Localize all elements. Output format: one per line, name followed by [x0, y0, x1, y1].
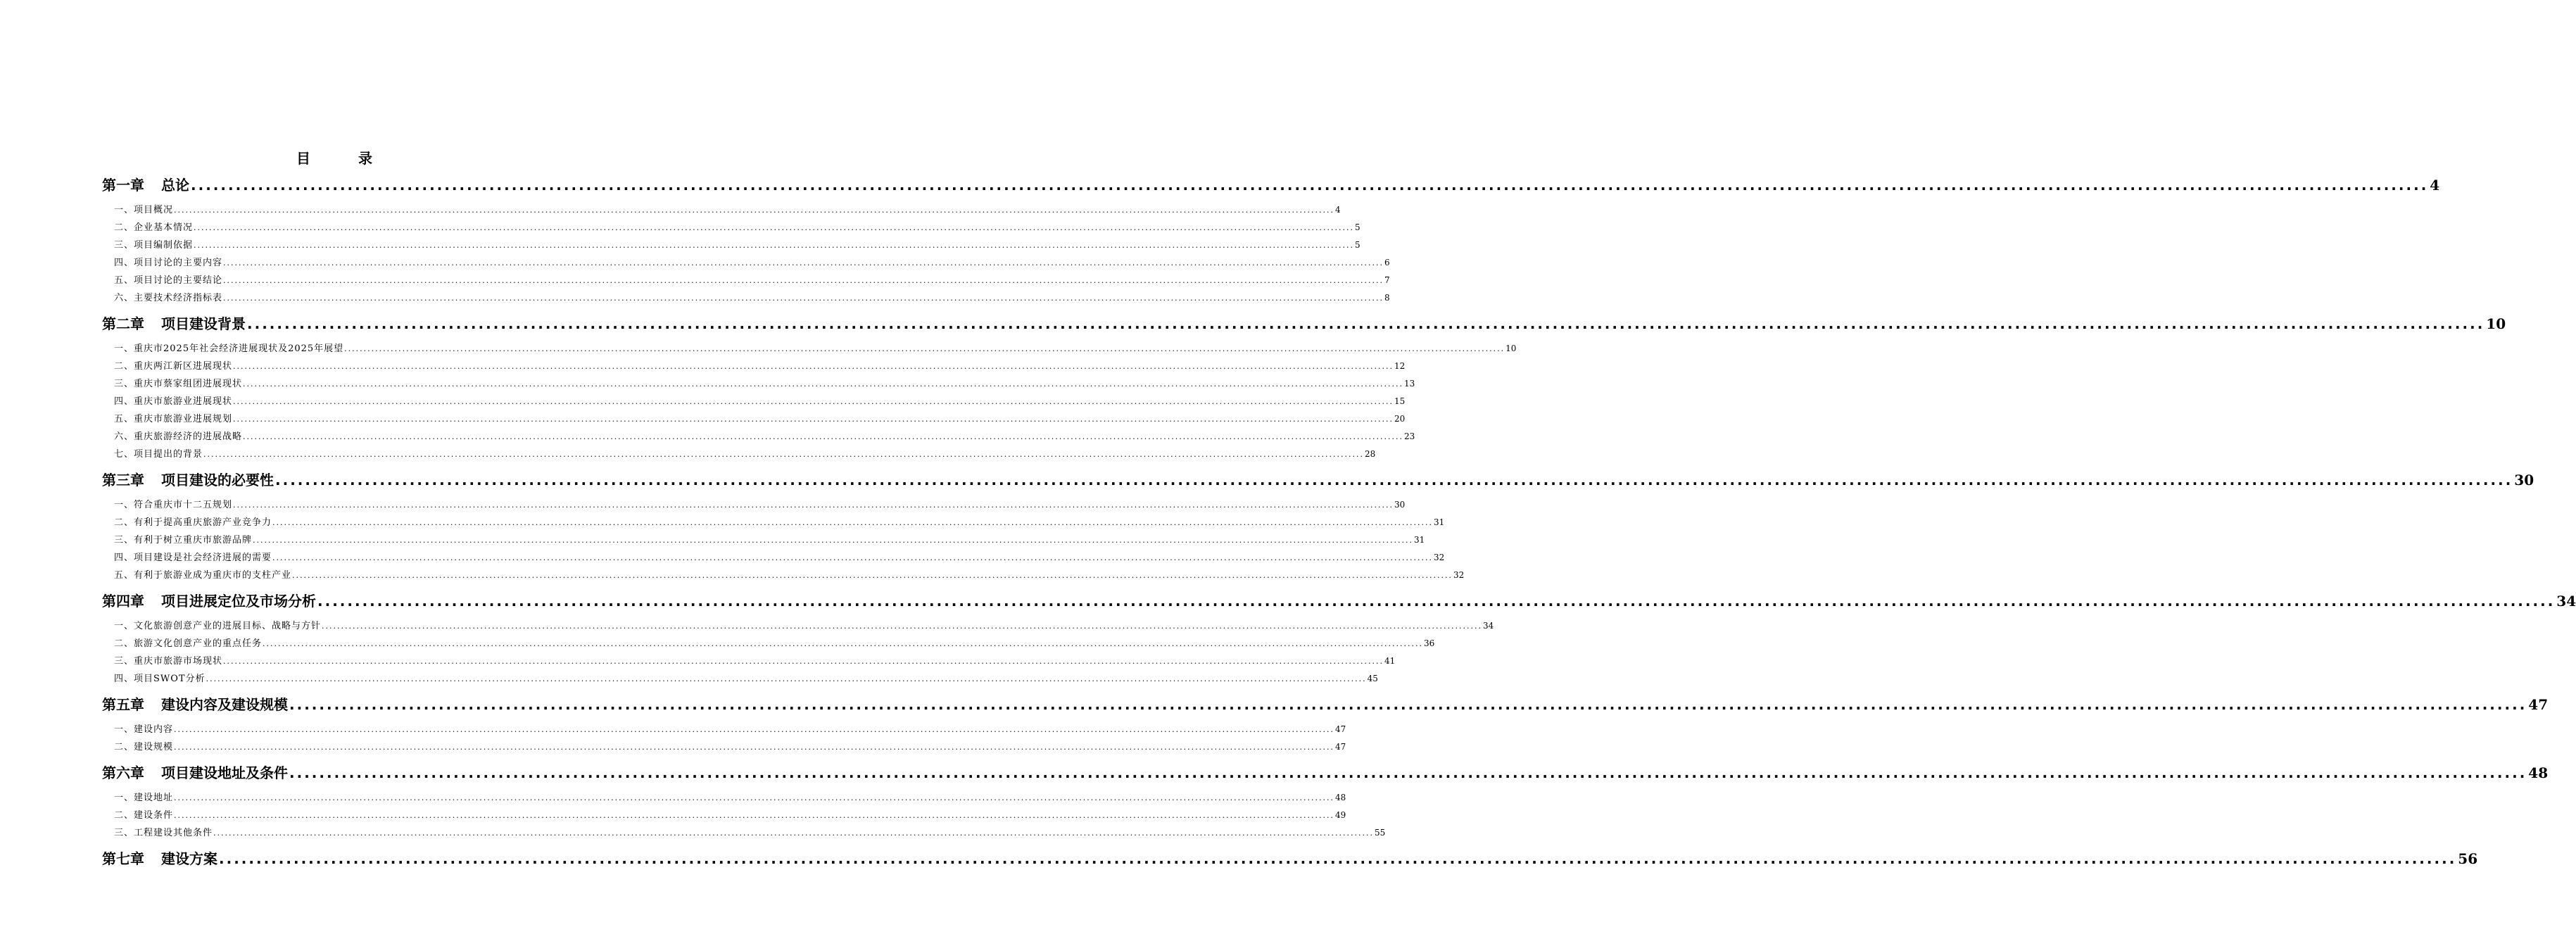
dot-leader: ............................................................................................................................................................................................................................................................................................................ [191, 177, 2429, 194]
section-page-number: 8 [1384, 293, 1390, 303]
section-title: 一、项目概况 [114, 205, 174, 215]
toc-section-entry[interactable] [102, 340, 1517, 358]
section-title: 一、建设内容 [114, 724, 174, 735]
toc-section-entry[interactable] [102, 272, 1390, 289]
chapter-number: 第七章 [102, 850, 144, 867]
section-page-number: 13 [1404, 379, 1415, 389]
dot-leader: ............................................................................................................................................................................................................................................................................................................ [223, 276, 1384, 285]
section-page-number: 30 [1394, 500, 1406, 510]
toc-section-entry[interactable] [102, 531, 1425, 549]
chapter-title: 总论 [161, 177, 189, 194]
dot-leader: ............................................................................................................................................................................................................................................................................................................ [223, 657, 1384, 666]
section-page-number: 7 [1384, 275, 1390, 285]
table-of-contents [102, 145, 2576, 872]
chapter-page-number: 48 [2528, 764, 2549, 781]
toc-chapter-entry[interactable] [102, 759, 2549, 786]
chapter-number: 第一章 [102, 177, 144, 194]
toc-chapter-entry[interactable] [102, 467, 2534, 493]
dot-leader: ............................................................................................................................................................................................................................................................................................................ [213, 828, 1374, 838]
toc-section-entry[interactable] [102, 824, 1386, 842]
chapter-page-number: 4 [2430, 177, 2440, 194]
section-page-number: 4 [1335, 205, 1341, 215]
chapter-page-number: 34 [2556, 593, 2576, 610]
section-page-number: 47 [1335, 742, 1346, 752]
section-title: 一、重庆市2025年社会经济进展现状及2025年展望 [114, 343, 344, 354]
dot-leader: ............................................................................................................................................................................................................................................................................................................ [223, 258, 1384, 267]
toc-section-entry[interactable] [102, 670, 1378, 688]
section-page-number: 10 [1505, 343, 1517, 353]
section-title: 五、有利于旅游业成为重庆市的支柱产业 [114, 570, 292, 581]
section-title: 四、项目建设是社会经济进展的需要 [114, 553, 272, 563]
toc-section-entry[interactable] [102, 410, 1406, 428]
dot-leader: ............................................................................................................................................................................................................................................................................................................ [253, 536, 1413, 545]
dot-leader: ............................................................................................................................................................................................................................................................................................................ [233, 415, 1394, 424]
chapter-title: 建设方案 [161, 850, 217, 867]
section-list [102, 789, 1386, 842]
dot-leader: ............................................................................................................................................................................................................................................................................................................ [292, 571, 1453, 580]
dot-leader: ............................................................................................................................................................................................................................................................................................................ [174, 811, 1334, 820]
dot-leader: ............................................................................................................................................................................................................................................................................................................ [344, 344, 1505, 353]
chapter-number: 第二章 [102, 315, 144, 332]
chapter-title: 项目建设的必要性 [161, 472, 274, 488]
section-page-number: 20 [1394, 414, 1406, 424]
toc-section-entry[interactable] [102, 289, 1390, 307]
section-title: 二、建设规模 [114, 742, 174, 752]
toc-body [102, 172, 2576, 872]
dot-leader: ............................................................................................................................................................................................................................................................................................................ [174, 206, 1334, 215]
chapter-title: 建设内容及建设规模 [161, 696, 288, 713]
section-title: 二、旅游文化创意产业的重点任务 [114, 638, 263, 649]
section-title: 二、建设条件 [114, 810, 174, 821]
toc-section-entry[interactable] [102, 738, 1346, 756]
section-page-number: 12 [1394, 361, 1406, 371]
toc-chapter-entry[interactable] [102, 691, 2549, 718]
section-title: 二、有利于提高重庆旅游产业竞争力 [114, 517, 272, 528]
chapter-title: 项目建设背景 [161, 315, 246, 332]
section-page-number: 55 [1375, 828, 1386, 838]
section-list [102, 721, 1346, 756]
section-title: 四、项目讨论的主要内容 [114, 258, 223, 268]
chapter-number: 第四章 [102, 593, 144, 610]
toc-section-entry[interactable] [102, 201, 1341, 219]
section-page-number: 6 [1384, 258, 1390, 267]
section-page-number: 15 [1394, 396, 1406, 406]
chapter-title: 项目建设地址及条件 [161, 764, 288, 781]
toc-section-entry[interactable] [102, 496, 1406, 514]
section-page-number: 32 [1453, 570, 1465, 580]
toc-chapter-entry[interactable] [102, 310, 2506, 337]
toc-title: 目 录 [296, 150, 389, 167]
dot-leader: ............................................................................................................................................................................................................................................................................................................ [206, 674, 1367, 683]
toc-chapter-entry[interactable] [102, 172, 2440, 198]
section-page-number: 49 [1335, 810, 1346, 820]
toc-chapter-entry[interactable] [102, 845, 2478, 872]
chapter-page-number: 47 [2528, 696, 2549, 713]
dot-leader: ............................................................................................................................................................................................................................................................................................................ [219, 850, 2457, 867]
dot-leader: ............................................................................................................................................................................................................................................................................................................ [263, 639, 1423, 648]
section-title: 二、重庆两江新区进展现状 [114, 361, 233, 372]
dot-leader: ............................................................................................................................................................................................................................................................................................................ [194, 241, 1354, 250]
section-title: 五、重庆市旅游业进展规划 [114, 414, 233, 424]
section-title: 七、项目提出的背景 [114, 449, 203, 460]
dot-leader: ............................................................................................................................................................................................................................................................................................................ [317, 593, 2556, 610]
chapter-number: 第六章 [102, 764, 144, 781]
section-page-number: 5 [1355, 222, 1360, 232]
section-title: 三、重庆市旅游市场现状 [114, 656, 223, 667]
section-title: 一、符合重庆市十二五规划 [114, 500, 233, 510]
section-title: 四、项目SWOT分析 [114, 674, 206, 684]
section-title: 五、项目讨论的主要结论 [114, 275, 223, 286]
dot-leader: ............................................................................................................................................................................................................................................................................................................ [174, 725, 1334, 734]
toc-section-entry[interactable] [102, 652, 1396, 670]
section-page-number: 28 [1365, 449, 1376, 459]
toc-section-entry[interactable] [102, 514, 1445, 531]
dot-leader: ............................................................................................................................................................................................................................................................................................................ [243, 379, 1403, 389]
dot-leader: ............................................................................................................................................................................................................................................................................................................ [272, 518, 1433, 527]
section-list [102, 201, 1390, 307]
toc-section-entry[interactable] [102, 789, 1346, 807]
section-title: 三、工程建设其他条件 [114, 828, 213, 838]
chapter-page-number: 30 [2514, 472, 2534, 488]
section-title: 四、重庆市旅游业进展现状 [114, 396, 233, 407]
dot-leader: ............................................................................................................................................................................................................................................................................................................ [223, 294, 1384, 303]
toc-section-entry[interactable] [102, 393, 1406, 410]
toc-section-entry[interactable] [102, 446, 1376, 463]
section-list [102, 496, 1465, 584]
dot-leader: ............................................................................................................................................................................................................................................................................................................ [174, 793, 1334, 802]
toc-section-entry[interactable] [102, 219, 1360, 237]
section-title: 三、有利于树立重庆市旅游品牌 [114, 535, 253, 545]
section-page-number: 47 [1335, 724, 1346, 734]
chapter-number: 第三章 [102, 472, 144, 488]
section-list [102, 617, 1494, 688]
section-title: 一、文化旅游创意产业的进展目标、战略与方针 [114, 621, 322, 631]
toc-section-entry[interactable] [102, 721, 1346, 738]
toc-chapter-entry[interactable] [102, 588, 2576, 614]
toc-section-entry[interactable] [102, 807, 1346, 824]
dot-leader: ............................................................................................................................................................................................................................................................................................................ [275, 472, 2513, 488]
section-list [102, 340, 1517, 463]
dot-leader: ............................................................................................................................................................................................................................................................................................................ [233, 397, 1394, 406]
section-page-number: 31 [1434, 517, 1445, 527]
toc-section-entry[interactable] [102, 375, 1415, 393]
toc-section-entry[interactable] [102, 549, 1445, 567]
section-page-number: 41 [1384, 656, 1396, 666]
dot-leader: ............................................................................................................................................................................................................................................................................................................ [272, 553, 1433, 562]
dot-leader: ............................................................................................................................................................................................................................................................................................................ [233, 362, 1394, 371]
section-page-number: 34 [1483, 621, 1494, 631]
dot-leader: ............................................................................................................................................................................................................................................................................................................ [194, 223, 1354, 232]
dot-leader: ............................................................................................................................................................................................................................................................................................................ [174, 743, 1334, 752]
section-page-number: 5 [1355, 240, 1360, 250]
dot-leader: ............................................................................................................................................................................................................................................................................................................ [322, 622, 1482, 631]
section-title: 六、重庆旅游经济的进展战略 [114, 431, 243, 442]
chapter-page-number: 10 [2486, 315, 2506, 332]
dot-leader: ............................................................................................................................................................................................................................................................................................................ [289, 696, 2527, 713]
toc-section-entry[interactable] [102, 358, 1406, 375]
toc-section-entry[interactable] [102, 617, 1494, 635]
dot-leader: ............................................................................................................................................................................................................................................................................................................ [233, 500, 1394, 510]
section-page-number: 32 [1434, 553, 1445, 562]
section-title: 三、项目编制依据 [114, 240, 194, 251]
dot-leader: ............................................................................................................................................................................................................................................................................................................ [243, 432, 1403, 441]
section-page-number: 48 [1335, 793, 1346, 802]
section-page-number: 36 [1424, 638, 1435, 648]
chapter-title: 项目进展定位及市场分析 [161, 593, 316, 610]
toc-section-entry[interactable] [102, 635, 1435, 652]
toc-section-entry[interactable] [102, 254, 1390, 272]
section-title: 六、主要技术经济指标表 [114, 293, 223, 303]
chapter-page-number: 56 [2458, 850, 2478, 867]
dot-leader: ............................................................................................................................................................................................................................................................................................................ [247, 315, 2485, 332]
section-title: 一、建设地址 [114, 793, 174, 803]
section-page-number: 23 [1404, 431, 1415, 441]
toc-section-entry[interactable] [102, 237, 1360, 254]
section-page-number: 45 [1367, 674, 1378, 683]
toc-section-entry[interactable] [102, 428, 1415, 446]
toc-section-entry[interactable] [102, 567, 1465, 584]
dot-leader: ............................................................................................................................................................................................................................................................................................................ [203, 450, 1364, 459]
section-page-number: 31 [1414, 535, 1425, 545]
section-title: 二、企业基本情况 [114, 222, 194, 233]
section-title: 三、重庆市蔡家组团进展现状 [114, 379, 243, 389]
dot-leader: ............................................................................................................................................................................................................................................................................................................ [289, 764, 2527, 781]
chapter-number: 第五章 [102, 696, 144, 713]
